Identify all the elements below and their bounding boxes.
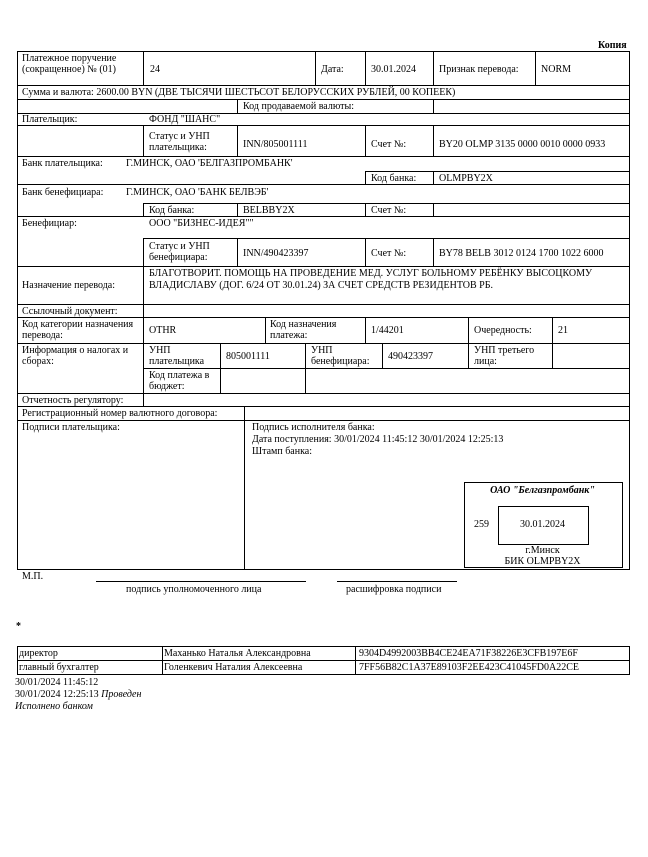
payer-label: Плательщик: — [22, 114, 78, 125]
mp-label: М.П. — [22, 571, 44, 582]
contract-reg-label: Регистрационный номер валютного договора: — [22, 408, 218, 419]
payer-account: BY20 OLMP 3135 0000 0010 0000 0933 — [439, 139, 606, 150]
beneficiary-account: BY78 BELB 3012 0124 1700 1022 6000 — [439, 248, 604, 259]
purpose-code-label: Код назначения платежа: — [270, 319, 337, 341]
log-status: Проведен — [101, 689, 142, 700]
copy-label: Копия — [598, 40, 627, 51]
payer-signatures-label: Подписи плательщика: — [22, 422, 120, 433]
beneficiary-unp: INN/490423397 — [243, 248, 309, 259]
payer-bank-name: Г.МИНСК, ОАО 'БЕЛГАЗПРОМБАНК' — [126, 158, 293, 169]
log-line — [15, 689, 141, 700]
signer-name: Голенкевич Наталия Алексеевна — [164, 662, 303, 673]
amount-text: Сумма и валюта: 2600.00 BYN (ДВЕ ТЫСЯЧИ ШЕСТЬСОТ БЕЛОРУССКИХ РУБЛЕЙ, 00 КОПЕЕК) — [22, 87, 456, 98]
beneficiary-label: Бенефициар: — [22, 218, 77, 229]
tax-beneficiary-unp: 490423397 — [388, 351, 433, 362]
sign-line — [96, 581, 306, 582]
third-party-unp-label: УНП третьего лица: — [474, 345, 535, 367]
beneficiary-name: ООО "БИЗНЕС-ИДЕЯ"" — [149, 218, 254, 229]
payer-name: ФОНД "ШАНС" — [149, 114, 221, 125]
sold-currency-label: Код продаваемой валюты: — [243, 101, 355, 112]
beneficiary-bank-code: BELBBY2X — [243, 205, 295, 216]
bank-signature-label: Подпись исполнителя банка: — [252, 422, 375, 433]
beneficiary-bank-label: Банк бенефициара: — [22, 187, 104, 198]
payer-bank-code: OLMPBY2X — [439, 173, 493, 184]
stamp-date: 30.01.2024 — [520, 519, 565, 530]
transfer-sign: NORM — [541, 64, 572, 75]
stamp-bank-name: ОАО "Белгазпромбанк" — [490, 485, 595, 496]
decode-caption: расшифровка подписи — [346, 584, 442, 595]
priority-label: Очередность: — [474, 325, 532, 336]
transfer-sign-label: Признак перевода: — [439, 64, 519, 75]
log-line: 30/01/2024 11:45:12 — [15, 677, 99, 688]
tax-payer-unp: 805001111 — [226, 351, 270, 362]
priority: 21 — [558, 325, 568, 336]
decode-line — [337, 581, 457, 582]
payer-account-label: Счет №: — [371, 139, 407, 150]
payer-unp-label: УНП плательщика — [149, 345, 205, 367]
order-title: Платежное поручение (сокращенное) № (01) — [22, 53, 117, 75]
log-line: Исполнено банком — [15, 701, 93, 712]
stamp-number: 259 — [474, 519, 489, 530]
signer-hash: 7FF56B82C1A37E89103F2EE423C41045FD0A22CE — [359, 662, 580, 673]
received-date: Дата поступления: 30/01/2024 11:45:12 30/01/2024 12:25:13 — [252, 434, 504, 445]
beneficiary-account-label: Счет №: — [371, 248, 407, 259]
beneficiary-bank-name: Г.МИНСК, ОАО 'БАНК БЕЛВЭБ' — [126, 187, 269, 198]
beneficiary-status-label: Статус и УНП бенефициара: — [149, 241, 210, 263]
payer-unp: INN/805001111 — [243, 139, 308, 150]
beneficiary-bank-code-label: Код банка: — [149, 205, 195, 216]
beneficiary-unp-label: УНП бенефициара: — [311, 345, 370, 367]
taxes-label: Информация о налогах и сборах: — [22, 345, 129, 367]
purpose-label: Назначение перевода: — [22, 280, 116, 291]
budget-code-label: Код платежа в бюджет: — [149, 370, 210, 392]
stamp-bic: БИК OLMPBY2X — [504, 556, 581, 567]
signer-role: директор — [19, 648, 58, 659]
purpose-text: БЛАГОТВОРИТ. ПОМОЩЬ НА ПРОВЕДЕНИЕ МЕД. УСЛУГ БОЛЬНОМУ РЕБЁНКУ ВЫСОЦКОМУ ВЛАДИСЛАВУ (ДОГ. 6/24 ОТ 30.01.24) ЗА СЧЕТ СРЕДСТВ РЕЗИДЕНТОВ РБ. — [149, 268, 593, 291]
date-label: Дата: — [321, 64, 344, 75]
asterisk: * — [16, 621, 21, 632]
stamp-label: Штамп банка: — [252, 446, 312, 457]
stamp-city: г.Минск — [525, 545, 560, 556]
log-time: 30/01/2024 12:25:13 — [15, 689, 99, 700]
signer-role: главный бухгалтер — [19, 662, 99, 673]
payer-bank-label: Банк плательщика: — [22, 158, 103, 169]
signer-name: Маханько Наталья Александровна — [164, 648, 311, 659]
category-label: Код категории назначения перевода: — [22, 319, 134, 341]
category-value: OTHR — [149, 325, 177, 336]
regulator-report-label: Отчетность регулятору: — [22, 395, 124, 406]
signer-hash: 9304D4992003BB4CE24EA71F38226E3CFB197E6F — [359, 648, 578, 659]
order-date: 30.01.2024 — [371, 64, 416, 75]
purpose-code: 1/44201 — [371, 325, 404, 336]
beneficiary-bank-account-label: Счет №: — [371, 205, 407, 216]
payer-status-label: Статус и УНП плательщика: — [149, 131, 210, 153]
payer-bank-code-label: Код банка: — [371, 173, 417, 184]
sign-caption: подпись уполномоченного лица — [126, 584, 262, 595]
order-number: 24 — [150, 64, 160, 75]
reference-doc-label: Ссылочный документ: — [22, 306, 118, 317]
